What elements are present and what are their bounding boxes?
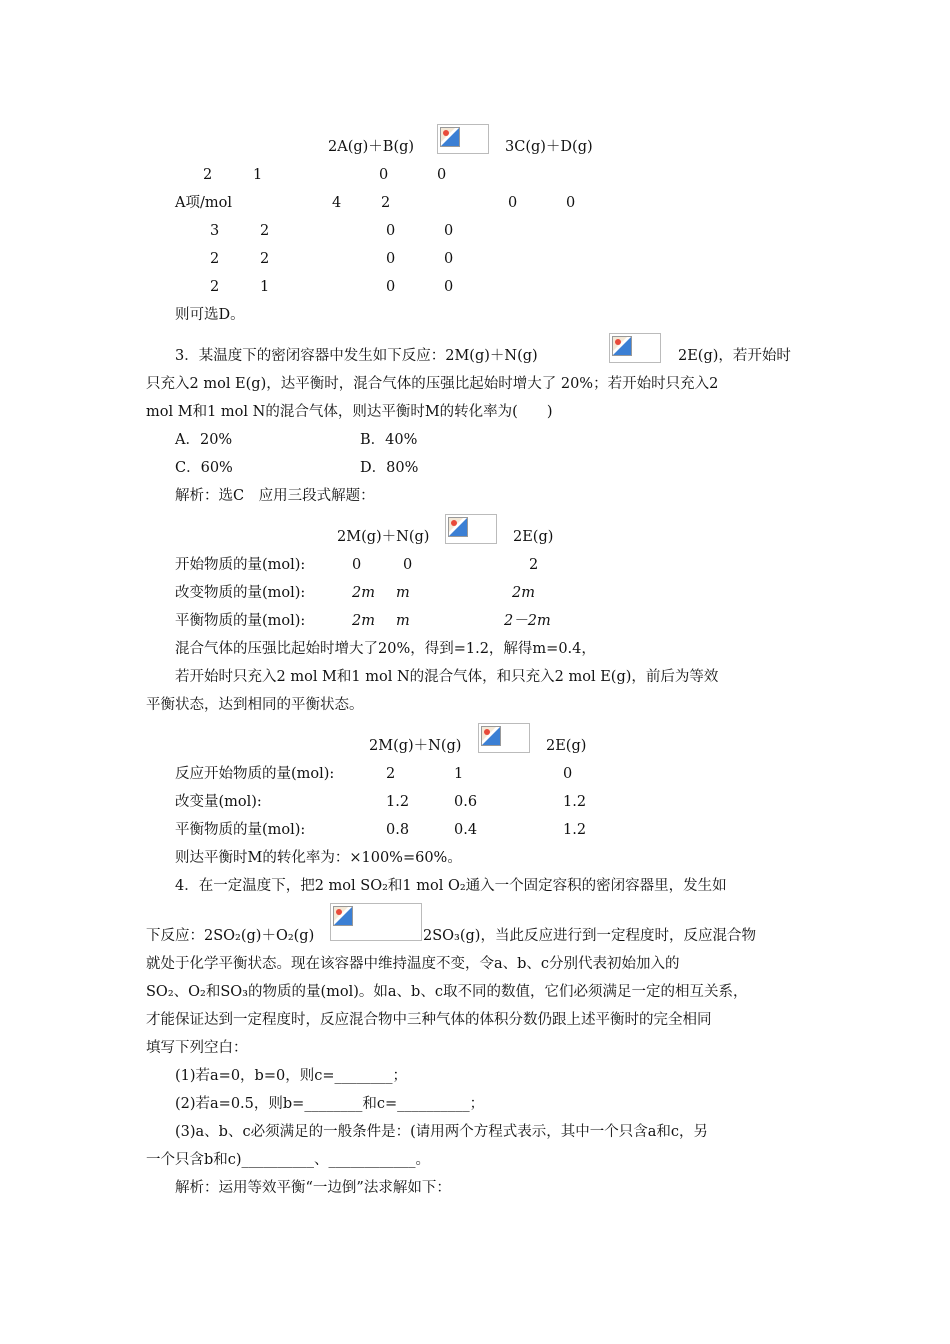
q4-sub3b: 一个只含b和c)__________、____________。 (146, 1152, 431, 1168)
cell: m (396, 613, 410, 629)
q4-line3: 就处于化学平衡状态。现在该容器中维持温度不变，令a、b、c分别代表初始加入的 (146, 956, 680, 972)
q4-line6: 填写下列空白： (146, 1040, 248, 1056)
q3-line2: 只充入2 mol E(g)，达平衡时，混合气体的压强比起始时增大了 20%；若开始时只充入2 (146, 376, 719, 392)
broken-image-icon (440, 127, 460, 147)
cell: 0 (563, 766, 573, 782)
cell: 0 (508, 195, 518, 211)
block1-eq-left: 2A(g)＋B(g) (328, 139, 415, 155)
option-d: D．80% (360, 460, 419, 476)
q3-eq2-right: 2E(g) (546, 738, 587, 754)
cell: 1.2 (563, 822, 587, 838)
cell: 0 (444, 279, 454, 295)
cell: 1 (260, 279, 270, 295)
q3-analysis: 解析：选C 应用三段式解题： (175, 488, 375, 504)
cell: 0 (352, 557, 362, 573)
row-label: 平衡物质的量(mol): (175, 613, 306, 629)
q4-line5: 才能保证达到一定程度时，反应混合物中三种气体的体积分数仍跟上述平衡时的完全相同 (146, 1012, 712, 1028)
cell: 2m (512, 585, 535, 601)
broken-image-icon (333, 906, 353, 926)
row-label: 开始物质的量(mol): (175, 557, 306, 573)
q3-note1: 若开始时只充入2 mol M和1 mol N的混合气体，和只充入2 mol E(g)，前后为等效 (175, 669, 719, 685)
q3-eq-right: 2E(g) (513, 529, 554, 545)
cell: 0 (386, 223, 396, 239)
q3-eq-left: 2M(g)＋N(g) (337, 529, 430, 545)
q4-line4: SO₂、O₂和SO₃的物质的量(mol)。如a、b、c取不同的数值，它们必须满足一定的相互关系， (146, 984, 748, 1000)
cell: 1.2 (563, 794, 587, 810)
cell: 2m (352, 613, 375, 629)
broken-image-icon (481, 726, 501, 746)
cell: 0 (403, 557, 413, 573)
equilibrium-arrow-image (437, 124, 489, 154)
cell: 0 (566, 195, 576, 211)
q4-line2a: 下反应：2SO₂(g)＋O₂(g) (146, 928, 315, 944)
cell: 0 (444, 251, 454, 267)
q4-analysis: 解析：运用等效平衡“一边倒”法求解如下： (175, 1180, 451, 1196)
cell: 1 (454, 766, 464, 782)
cell: 1 (253, 167, 263, 183)
cell: 2m (352, 585, 375, 601)
q4-sub3a: (3)a、b、c必须满足的一般条件是：(请用两个方程式表示，其中一个只含a和c，另 (175, 1124, 709, 1140)
cell: 2 (529, 557, 539, 573)
cell: 2 (210, 251, 220, 267)
q3-line1b: 2E(g)，若开始时 (678, 348, 791, 364)
option-a: A．20% (175, 432, 233, 448)
broken-image-icon (448, 517, 468, 537)
cell: 0.8 (386, 822, 410, 838)
row-label: 反应开始物质的量(mol): (175, 766, 335, 782)
q3-final: 则达平衡时M的转化率为：×100%=60%。 (175, 850, 462, 866)
q3-note2: 平衡状态，达到相同的平衡状态。 (146, 697, 364, 713)
block1-eq-right: 3C(g)＋D(g) (505, 139, 593, 155)
equilibrium-arrow-image (478, 723, 530, 753)
equilibrium-arrow-image (609, 333, 661, 363)
q4-sub2: (2)若a=0.5，则b=________和c=__________； (175, 1096, 485, 1112)
option-c: C．60% (175, 460, 233, 476)
q3-eq2-left: 2M(g)＋N(g) (369, 738, 462, 754)
conclusion: 则可选D。 (175, 307, 245, 323)
cell: 0 (386, 279, 396, 295)
broken-image-icon (612, 336, 632, 356)
q4-line2b: 2SO₃(g)，当此反应进行到一定程度时，反应混合物 (423, 928, 756, 944)
pressure-line: 混合气体的压强比起始时增大了20%，得到=1.2，解得m=0.4， (175, 641, 596, 657)
cell: 2－2m (504, 613, 551, 629)
cell: 2 (381, 195, 391, 211)
cell: 0 (437, 167, 447, 183)
equilibrium-arrow-image (445, 514, 497, 544)
row-label: A项/mol (175, 195, 232, 211)
cell: 2 (203, 167, 213, 183)
cell: 2 (386, 766, 396, 782)
row-label: 平衡物质的量(mol): (175, 822, 306, 838)
cell: 3 (210, 223, 220, 239)
cell: 4 (332, 195, 342, 211)
q3-line3: mol M和1 mol N的混合气体，则达平衡时M的转化率为( ) (146, 404, 553, 420)
q4-sub1: (1)若a=0，b=0，则c=________； (175, 1068, 407, 1084)
cell: 0.4 (454, 822, 478, 838)
cell: 2 (260, 223, 270, 239)
row-label: 改变物质的量(mol): (175, 585, 306, 601)
q4-line1: 4．在一定温度下，把2 mol SO₂和1 mol O₂通入一个固定容积的密闭容器里，发生如 (175, 878, 727, 894)
cell: 0 (444, 223, 454, 239)
cell: 1.2 (386, 794, 410, 810)
cell: m (396, 585, 410, 601)
cell: 0.6 (454, 794, 478, 810)
cell: 2 (210, 279, 220, 295)
cell: 0 (379, 167, 389, 183)
cell: 2 (260, 251, 270, 267)
row-label: 改变量(mol): (175, 794, 262, 810)
equilibrium-arrow-image (330, 903, 422, 941)
cell: 0 (386, 251, 396, 267)
option-b: B．40% (360, 432, 418, 448)
q3-line1a: 3．某温度下的密闭容器中发生如下反应：2M(g)＋N(g) (175, 348, 538, 364)
